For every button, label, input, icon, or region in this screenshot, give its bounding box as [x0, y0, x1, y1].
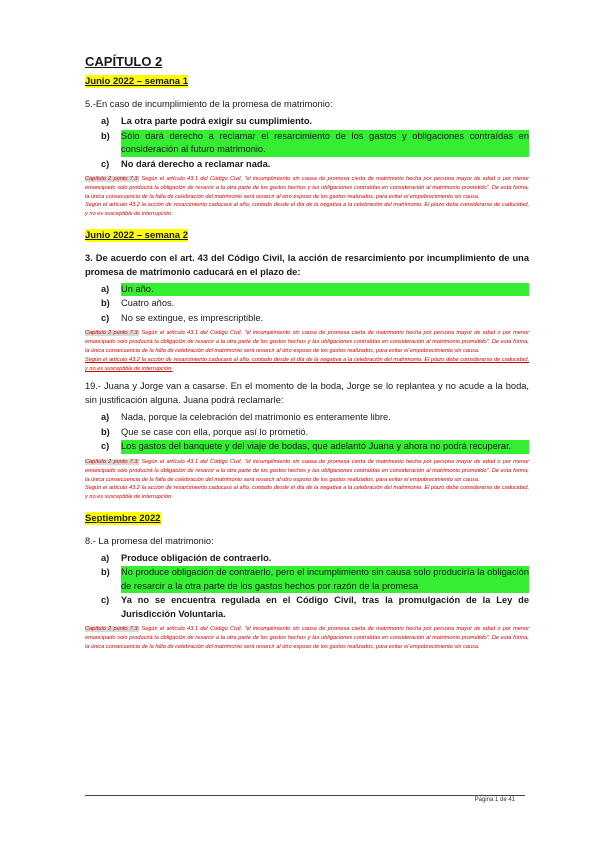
note-reference: Capítulo 2 punto 7.3: [85, 176, 140, 182]
option-text: No dará derecho a reclamar nada. [121, 158, 271, 169]
option-a [85, 552, 529, 566]
answer-note [85, 329, 529, 373]
question-block-4 [85, 508, 529, 652]
question-block-3 [85, 379, 529, 501]
option-letter: c) [101, 158, 110, 169]
note-text: Según el artículo 43.2 la acción de resarcimiento caducará al año, contado desde el día de la negativa a la celebración del matrimonio. El plazo debe considerarse de caducidad, y no es susceptible de interrupción. [85, 356, 529, 372]
page-content [85, 54, 529, 658]
option-a-correct [85, 283, 529, 297]
answer-note [85, 625, 529, 651]
note-reference: Capítulo 2 punto 7.3: [85, 330, 140, 337]
option-b [85, 426, 529, 440]
option-text: No se extingue, es imprescriptible. [121, 312, 264, 323]
option-letter: c) [101, 595, 110, 606]
option-text: Un año. [121, 283, 529, 297]
option-letter: c) [101, 441, 110, 452]
option-a [85, 115, 529, 129]
option-letter: a) [101, 283, 110, 294]
option-c-correct [85, 440, 529, 454]
answer-note [85, 458, 529, 502]
question-text: 19.- Juana y Jorge van a casarse. En el momento de la boda, Jorge se lo replantea y no acude a la boda, sin justificación alguna. Juana podrá reclamarle: [85, 381, 529, 406]
option-text: La otra parte podrá exigir su cumplimiento. [121, 116, 313, 126]
page-number: Página 1 de 41 [474, 797, 515, 803]
option-c [85, 158, 529, 172]
option-a [85, 411, 529, 425]
section-heading: Junio 2022 – semana 1 [85, 76, 188, 87]
option-text: Los gastos del banquete y del viaje de bodas, que adelantó Juana y ahora no podrá recuperar. [121, 440, 529, 454]
option-text: Produce obligación de contraerlo. [121, 552, 272, 563]
option-b-correct [85, 130, 529, 157]
option-letter: a) [101, 552, 110, 563]
option-c [85, 594, 529, 621]
options-list [85, 552, 529, 622]
note-text: Según el artículo 43.1 del Código Civil, "el incumplimiento sin causa de promesa cierta de matrimonio hecha por persona mayor de edad o por menor emancipado solo producirá la obligación de resarcir a la otra parte de los gastos hechos y las obligaciones contraídas en consideración al matrimonio prometido". De esta forma, la única consecuencia de la falta de celebración del matrimonio será resarcir al otro esposo de los gastos realizados, para evitar el empobrecimiento sin causa. [85, 176, 529, 200]
question-text: 5.-En caso de incumplimiento de la promesa de matrimonio: [85, 99, 333, 109]
option-letter: b) [101, 567, 110, 578]
answer-note [85, 175, 529, 219]
option-text: Sólo dará derecho a reclamar el resarcimiento de los gastos y obligaciones contraídas en consideración al futuro matrimonio. [121, 130, 529, 157]
options-list [85, 115, 529, 171]
note-text: Según el artículo 43.1 del Código Civil, "el incumplimiento sin causa de promesa cierta de matrimonio hecha por persona mayor de edad o por menor emancipado solo producirá la obligación de resarcir a la otra parte de los gastos hechos y las obligaciones contraídas en consideración al matrimonio prometido". De esta forma, la única consecuencia de la falta de celebración del matrimonio será resarcir al otro esposo de los gastos realizados, para evitar el empobrecimiento sin causa. [85, 330, 529, 355]
note-text: Según el artículo 43.1 del Código Civil, "el incumplimiento sin causa de promesa cierta de matrimonio hecha por persona mayor de edad o por menor emancipado solo producirá la obligación de resarcir a la otra parte de los gastos hechos y las obligaciones contraídas en consideración al matrimonio prometido". De esta forma, la única consecuencia de la falta de celebración del matrimonio será resarcir al otro esposo de los gastos realizados, para evitar el empobrecimiento sin causa. [85, 626, 529, 651]
option-b-correct [85, 566, 529, 593]
note-text: Según el artículo 43.2 la acción de resarcimiento caducará al año, contado desde el día de la negativa a la celebración del matrimonio. El plazo debe considerarse de caducidad, y no es susceptible de interrupción. [85, 202, 529, 218]
option-b [85, 297, 529, 311]
option-letter: b) [101, 298, 110, 309]
option-text: Nada, porque la celebración del matrimonio es enteramente libre. [121, 412, 391, 423]
footer-divider [85, 795, 525, 796]
option-c [85, 312, 529, 326]
note-text: Según el artículo 43.2 la acción de resarcimiento caducará al año, contado desde el día de la negativa a la celebración del matrimonio. El plazo debe considerarse de caducidad, y no es susceptible de interrupción. [85, 485, 529, 501]
option-letter: c) [101, 312, 110, 323]
option-text: Cuatro años. [121, 298, 175, 309]
option-text: No produce obligación de contraerlo, pero el incumplimiento sin causa solo produciría la obligación de resarcir a la otra parte de los gastos hechos por razón de la promesa [121, 566, 529, 593]
option-letter: b) [101, 130, 110, 141]
note-text: Según el artículo 43.1 del Código Civil, "el incumplimiento sin causa de promesa cierta de matrimonio hecha por persona mayor de edad o por menor emancipado solo producirá la obligación de resarcir a la otra parte de los gastos hechos y las obligaciones contraídas en consideración al matrimonio prometido". De esta forma, la única consecuencia de la falta de celebración del matrimonio será resarcir al otro esposo de los gastos realizados, para evitar el empobrecimiento sin causa. [85, 458, 529, 483]
option-letter: a) [101, 412, 110, 423]
note-reference: Capítulo 2 punto 7.3: [85, 458, 140, 465]
option-text: Ya no se encuentra regulada en el Código Civil, tras la promulgación de la Ley de Jurisdicción Voluntaria. [121, 595, 529, 619]
section-heading: Junio 2022 – semana 2 [85, 229, 188, 241]
question-block-1 [85, 71, 529, 219]
options-list [85, 411, 529, 454]
question-text: 8.- La promesa del matrimonio: [85, 535, 214, 546]
note-reference: Capítulo 2 punto 7.3: [85, 626, 140, 633]
question-block-2 [85, 225, 529, 373]
question-text: 3. De acuerdo con el art. 43 del Código Civil, la acción de resarcimiento por incumplimiento de una promesa de matrimonio caducará en el plazo de: [85, 252, 529, 277]
option-letter: a) [101, 116, 110, 126]
option-text: Que se case con ella, porque así lo prometió. [121, 426, 309, 437]
chapter-title: CAPÍTULO 2 [85, 54, 163, 69]
options-list [85, 283, 529, 326]
option-letter: b) [101, 426, 110, 437]
section-heading: Septiembre 2022 [85, 512, 161, 524]
